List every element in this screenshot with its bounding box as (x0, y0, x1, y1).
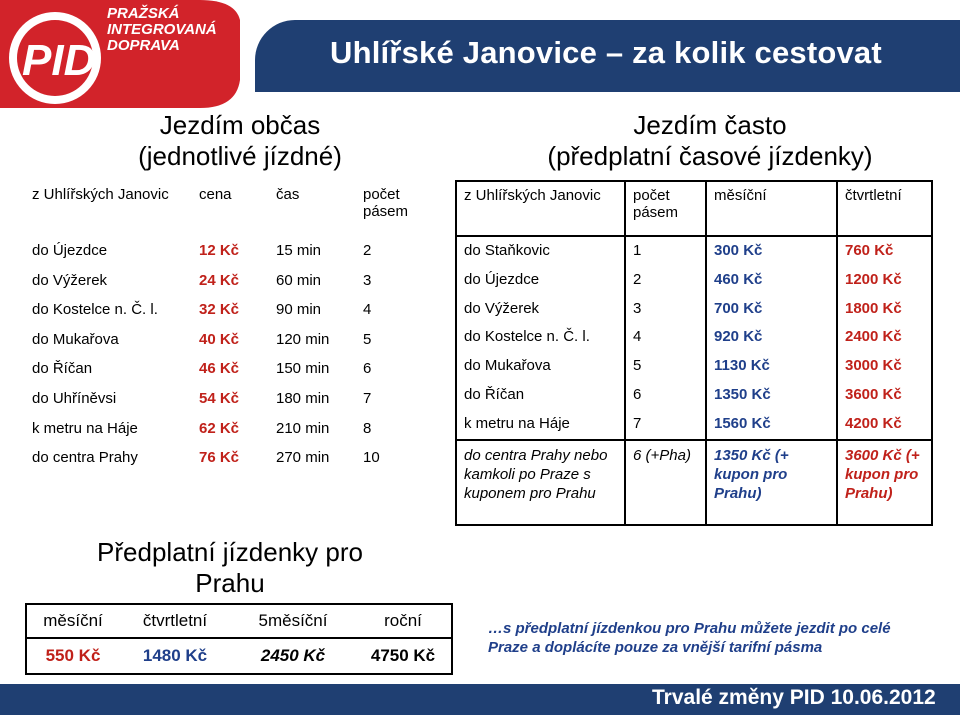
table-row (25, 296, 409, 326)
prague-heading-line2: Prahu (195, 568, 265, 598)
dest-cell: do Mukařova (25, 325, 192, 355)
label-quarterly: čtvrtletní (142, 611, 208, 630)
zones-cell: 5 (625, 352, 706, 381)
table-row (25, 355, 409, 385)
dest-cell: do Újezdce (25, 237, 192, 267)
price-cell: 32 Kč (192, 296, 269, 326)
table-row (456, 410, 932, 440)
quarterly-cell: 3600 Kč (+ kupon pro Prahu) (837, 440, 932, 525)
time-cell: 180 min (269, 384, 356, 414)
dest-cell: do Kostelce n. Č. l. (25, 296, 192, 326)
col-header-from: z Uhlířských Janovic (456, 181, 625, 236)
zones-cell: 5 (356, 325, 409, 355)
label-yearly: roční (384, 611, 422, 630)
quarterly-cell: 2400 Kč (845, 328, 902, 346)
left-heading-line1: Jezdím občas (159, 110, 321, 140)
logo-line-2: INTEGROVANÁ (107, 21, 217, 38)
table-header (456, 181, 932, 236)
zones-cell: 4 (625, 323, 706, 352)
left-heading (75, 110, 405, 172)
quarterly-cell: 3600 Kč (845, 385, 902, 403)
price-cell: 46 Kč (192, 355, 269, 385)
monthly-cell: 460 Kč (706, 266, 837, 295)
zones-cell: 7 (356, 384, 409, 414)
dest-cell: do centra Prahy (25, 444, 192, 474)
zones-cell: 6 (356, 355, 409, 385)
prague-heading-line1: Předplatní jízdenky pro (97, 537, 363, 567)
table-row (25, 325, 409, 355)
prague-price-labels (27, 605, 451, 639)
monthly-cell: 920 Kč (706, 323, 837, 352)
prague-note: …s předplatní jízdenkou pro Prahu můžete jezdit po celé Praze a doplácíte pouze za vnější tarifní pásma (488, 620, 891, 656)
monthly-cell: 1130 Kč (706, 352, 837, 381)
price-cell: 40 Kč (192, 325, 269, 355)
price-cell: 12 Kč (192, 237, 269, 267)
col-header-zones: počet pásem (356, 180, 409, 237)
right-heading (460, 110, 960, 172)
prague-price-box (25, 603, 453, 675)
zones-cell: 3 (356, 266, 409, 296)
quarterly-cell: 4200 Kč (845, 414, 902, 432)
page-title: Uhlířské Janovice – za kolik cestovat (330, 35, 882, 70)
logo-line-3: DOPRAVA (107, 37, 180, 54)
single-fare-table (25, 180, 409, 474)
col-header-time: čas (269, 180, 356, 237)
dest-cell: k metru na Háje (25, 414, 192, 444)
col-header-zones: počet pásem (625, 181, 706, 236)
col-header-monthly: měsíční (706, 181, 837, 236)
table-row (456, 236, 932, 266)
quarterly-cell: 3000 Kč (845, 357, 902, 375)
dest-cell: k metru na Háje (456, 410, 625, 440)
prague-price-values (27, 639, 451, 673)
table-row (25, 237, 409, 267)
logo-mark: PID (22, 36, 96, 85)
monthly-cell: 1350 Kč (+ kupon pro Prahu) (706, 440, 837, 525)
price-cell: 62 Kč (192, 414, 269, 444)
dest-cell: do Říčan (456, 381, 625, 410)
price-cell: 76 Kč (192, 444, 269, 474)
dest-cell: do Kostelce n. Č. l. (456, 323, 625, 352)
value-quarterly: 1480 Kč (142, 646, 208, 665)
col-header-quarterly: čtvrtletní (837, 181, 932, 236)
monthly-cell: 1350 Kč (706, 381, 837, 410)
col-header-from: z Uhlířských Janovic (25, 180, 192, 237)
left-heading-line2: (jednotlivé jízdné) (138, 141, 342, 171)
table-row (456, 266, 932, 295)
zones-cell: 7 (625, 410, 706, 440)
table-row-prague (456, 440, 932, 525)
right-heading-line2: (předplatní časové jízdenky) (547, 141, 873, 171)
price-cell: 24 Kč (192, 266, 269, 296)
quarterly-cell: 1200 Kč (845, 270, 902, 288)
label-5month: 5měsíční (258, 611, 328, 630)
monthly-cell: 300 Kč (706, 236, 837, 266)
label-monthly: měsíční (43, 611, 103, 630)
zones-cell: 6 (+Pha) (625, 440, 706, 525)
prague-heading (20, 537, 440, 599)
value-5month: 2450 Kč (260, 646, 326, 665)
table-row (25, 444, 409, 474)
dest-cell: do Újezdce (456, 266, 625, 295)
table-row (456, 295, 932, 324)
time-cell: 60 min (269, 266, 356, 296)
zones-cell: 2 (625, 266, 706, 295)
zones-cell: 6 (625, 381, 706, 410)
dest-cell: do Říčan (25, 355, 192, 385)
table-row (456, 352, 932, 381)
monthly-cell: 700 Kč (706, 295, 837, 324)
table-row (25, 384, 409, 414)
table-row (25, 266, 409, 296)
footer-text: Trvalé změny PID 10.06.2012 (652, 686, 936, 709)
table-row (456, 381, 932, 410)
dest-cell: do Výžerek (456, 295, 625, 324)
price-cell: 54 Kč (192, 384, 269, 414)
col-header-price: cena (192, 180, 269, 237)
zones-cell: 10 (356, 444, 409, 474)
dest-cell: do Uhříněvsi (25, 384, 192, 414)
monthly-cell: 1560 Kč (706, 410, 837, 440)
logo-line-1: PRAŽSKÁ (107, 5, 180, 22)
zones-cell: 8 (356, 414, 409, 444)
value-monthly: 550 Kč (45, 646, 101, 665)
value-yearly: 4750 Kč (370, 646, 436, 665)
dest-cell: do Mukařova (456, 352, 625, 381)
time-cell: 210 min (269, 414, 356, 444)
time-cell: 15 min (269, 237, 356, 267)
table-row (25, 414, 409, 444)
dest-cell: do centra Prahy nebo kamkoli po Praze s kuponem pro Prahu (456, 440, 625, 525)
quarterly-cell: 1800 Kč (845, 299, 902, 317)
zones-cell: 3 (625, 295, 706, 324)
table-row (456, 323, 932, 352)
time-cell: 90 min (269, 296, 356, 326)
dest-cell: do Staňkovic (456, 236, 625, 266)
quarterly-cell: 760 Kč (845, 242, 894, 259)
time-cell: 120 min (269, 325, 356, 355)
season-ticket-table (455, 180, 933, 526)
time-cell: 150 min (269, 355, 356, 385)
zones-cell: 4 (356, 296, 409, 326)
right-heading-line1: Jezdím často (633, 110, 787, 140)
zones-cell: 1 (625, 236, 706, 266)
zones-cell: 2 (356, 237, 409, 267)
dest-cell: do Výžerek (25, 266, 192, 296)
time-cell: 270 min (269, 444, 356, 474)
table-header (25, 180, 409, 237)
